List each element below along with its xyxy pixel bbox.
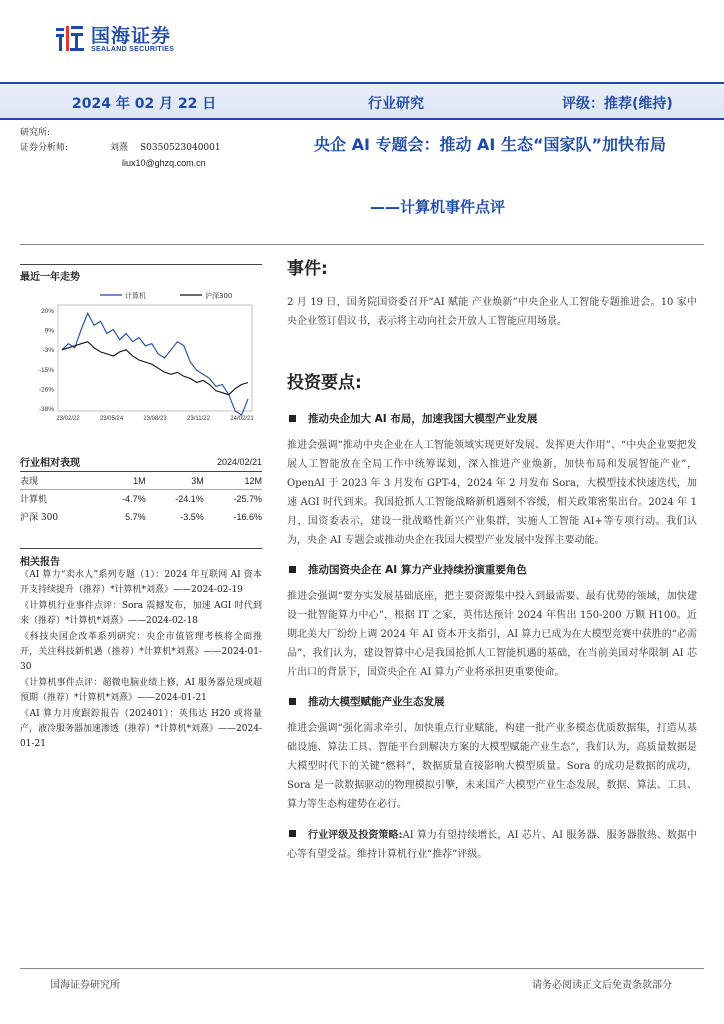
point-3-title <box>287 694 697 709</box>
x-tick-label: 23/02/22 <box>56 416 80 422</box>
trend-heading: 最近一年走势 <box>20 272 80 283</box>
performance-heading: 行业相对表现 <box>20 458 80 469</box>
column-header: 1M <box>98 472 146 490</box>
performance-date: 2024/02/21 <box>216 456 262 467</box>
point-3-title-text: 推动大模型赋能产业生态发展 <box>308 696 445 708</box>
header-divider <box>20 244 704 245</box>
table-cell: -24.1% <box>175 493 204 504</box>
company-logo <box>55 24 174 54</box>
point-1-text: 推进会强调“推动中央企业在人工智能领域实现更好发展、发挥更大作用”、“中央企业要把发展人工智能放在全局工作中统筹谋划，深入推进产业焕新，加快布局和发展智能产业”，OpenAI 于 2023 年 3 月发布 GPT-4，2024 年 2 月发布 Sora，大模型技术快速迭代，加速 AGI 时代到来。我国抢抓人工智能战略新机遇刻不容缓，相关政策密集出台。2024 年 1 月，国资委表示，建设一批战略性新兴产业集群，实施人工智能 AI+等专项行动。我们认为，央企 AI 专题会或推动央企在我国大模型产业发展中发挥主要动能。 <box>287 440 697 546</box>
point-4-text: AI 算力有望持续增长，AI 芯片、AI 服务器、服务器散热、数据中心等有望受益。维持计算机行业“推荐”评级。 <box>287 830 697 860</box>
table-cell: 计算机 <box>20 495 48 506</box>
researcher-label: 研究所: <box>20 128 51 138</box>
y-tick-label: -38% <box>38 406 54 413</box>
footer-left: 国海证券研究所 <box>50 980 120 991</box>
event-heading: 事件: <box>287 259 328 279</box>
points-heading: 投资要点: <box>287 373 362 393</box>
table-cell: 沪深 300 <box>20 513 59 523</box>
table-cell: -3.5% <box>180 511 204 522</box>
y-tick-label: -26% <box>38 386 54 394</box>
legend-label: 计算机 <box>125 292 146 300</box>
analyst-info <box>20 126 268 171</box>
performance-table <box>20 452 262 526</box>
point-4-title: 行业评级及投资策略: <box>308 830 403 841</box>
y-tick-label: -3% <box>42 347 54 355</box>
x-tick-label: 23/08/23 <box>143 416 167 422</box>
table-cell: 5.7% <box>125 511 146 522</box>
bullet-square-icon <box>289 830 296 837</box>
report-subtitle: ——计算机事件点评 <box>370 198 506 216</box>
table-cell: -25.7% <box>233 493 262 504</box>
column-header: 表现 <box>20 472 98 490</box>
table-cell: -4.7% <box>122 493 146 504</box>
related-report-item[interactable]: 《计算机事件点评：超微电脑业绩上修，AI 服务器兑现或超预期（推荐）*计算机*刘熹》——2024-01-21 <box>20 678 262 703</box>
report-title: 央企 AI 专题会：推动 AI 生态“国家队”加快布局 <box>314 135 666 154</box>
point-3-text: 推进会强调“强化需求牵引，加快重点行业赋能，构建一批产业多模态优质数据集，打造从基础设施、算法工具、智能平台到解决方案的大模型赋能产业生态”，我们认为，高质量数据是大模型时代下的关键“燃料”，数据质量直接影响大模型质量。Sora 的成功是数据的成功，Sora 是一款数据驱动的物理模拟引擎，未来国产大模型产业生态发展，数据、算法、工具、算力等生态构建势在必行。 <box>287 723 697 810</box>
chart-plot-area <box>58 305 252 411</box>
event-section <box>287 254 697 331</box>
table-row <box>20 490 262 508</box>
x-tick-label: 24/02/21 <box>230 416 254 422</box>
logo-mark-icon <box>55 24 85 54</box>
point-2-title-text: 推动国资央企在 AI 算力产业持续扮演重要角色 <box>308 564 527 576</box>
legend-label: 沪深300 <box>205 292 233 300</box>
analyst-email[interactable]: liux10@ghzq.com.cn <box>122 158 206 168</box>
report-rating: 评级：推荐(维持) <box>562 96 673 112</box>
investment-points <box>287 368 697 864</box>
report-date: 2024 年 02 月 22 日 <box>72 96 217 112</box>
point-2-title <box>287 562 697 577</box>
table-header-row <box>20 472 262 490</box>
column-header: 12M <box>204 472 262 490</box>
point-1-title-text: 推动央企加大 AI 布局，加速我国大模型产业发展 <box>308 413 538 425</box>
analyst-name: 刘熹 <box>110 143 129 153</box>
bullet-square-icon <box>289 566 296 573</box>
trend-chart <box>20 283 262 433</box>
related-report-item[interactable]: 《AI 算力月度跟踪报告（202401）：英伟达 H20 或将量产，液冷服务器加速渗透（推荐）*计算机*刘熹》——2024-01-21 <box>20 709 262 749</box>
related-report-item[interactable]: 《计算机行业事件点评：Sora 震撼发布，加速 AGI 时代到来（推荐）*计算机*刘熹》——2024-02-18 <box>20 601 262 626</box>
related-report-item[interactable]: 《科技央国企改革系列研究：央企市值管理考核将全面推开，关注科技新机遇（推荐）*计算机*刘熹》——2024-01-30 <box>20 632 262 672</box>
y-tick-label: -15% <box>38 366 54 374</box>
footer-divider <box>20 968 704 969</box>
bullet-square-icon <box>289 698 296 705</box>
bullet-square-icon <box>289 415 296 422</box>
analyst-cert: S0350523040001 <box>140 143 221 153</box>
point-4 <box>287 826 697 864</box>
analyst-label: 证券分析师: <box>20 143 69 153</box>
header-banner <box>0 82 724 120</box>
event-text: 2 月 19 日，国务院国资委召开“AI 赋能 产业焕新”中央企业人工智能专题推进会。10 家中央企业签订倡议书，表示将主动向社会开放人工智能应用场景。 <box>287 297 697 327</box>
performance-section <box>20 452 262 526</box>
related-heading: 相关报告 <box>20 548 262 568</box>
related-reports <box>20 548 262 753</box>
x-tick-label: 23/11/22 <box>187 416 210 422</box>
series-line <box>62 313 248 415</box>
y-tick-label: 9% <box>44 327 54 335</box>
logo-text-cn: 国海证券 <box>91 24 172 47</box>
column-header: 3M <box>146 472 204 490</box>
related-report-item[interactable]: 《AI 算力“卖水人”系列专题（1）：2024 年互联网 AI 资本开支持续提升（推荐）*计算机*刘熹》——2024-02-19 <box>20 570 262 595</box>
point-1-title <box>287 411 697 426</box>
table-row <box>20 508 262 526</box>
x-tick-label: 23/05/24 <box>99 416 124 422</box>
report-category: 行业研究 <box>368 96 424 112</box>
footer-right: 请务必阅读正文后免责条款部分 <box>532 980 672 991</box>
table-cell: -16.6% <box>233 511 262 522</box>
logo-text-en: SEALAND SECURITIES <box>91 45 175 53</box>
trend-chart-section <box>20 264 262 434</box>
point-2-text: 推进会强调“要夯实发展基础底座，把主要资源集中投入到最需要、最有优势的领域，加快建设一批智能算力中心”，根据 IT 之家，英伟达预计 2024 年售出 150-200 万颗 H100。近期北美大厂纷纷上调 2024 年 AI 资本开支指引，AI 算力已成为在大模型竞赛中获胜的“必需品”，我们认为，建设智算中心是我国抢抓人工智能机遇的基础，在当前美国对华限制 AI 芯片出口的背景下，国资央企在 AI 算力产业将承担更重要使命。 <box>287 591 697 678</box>
y-tick-label: 20% <box>40 308 54 315</box>
